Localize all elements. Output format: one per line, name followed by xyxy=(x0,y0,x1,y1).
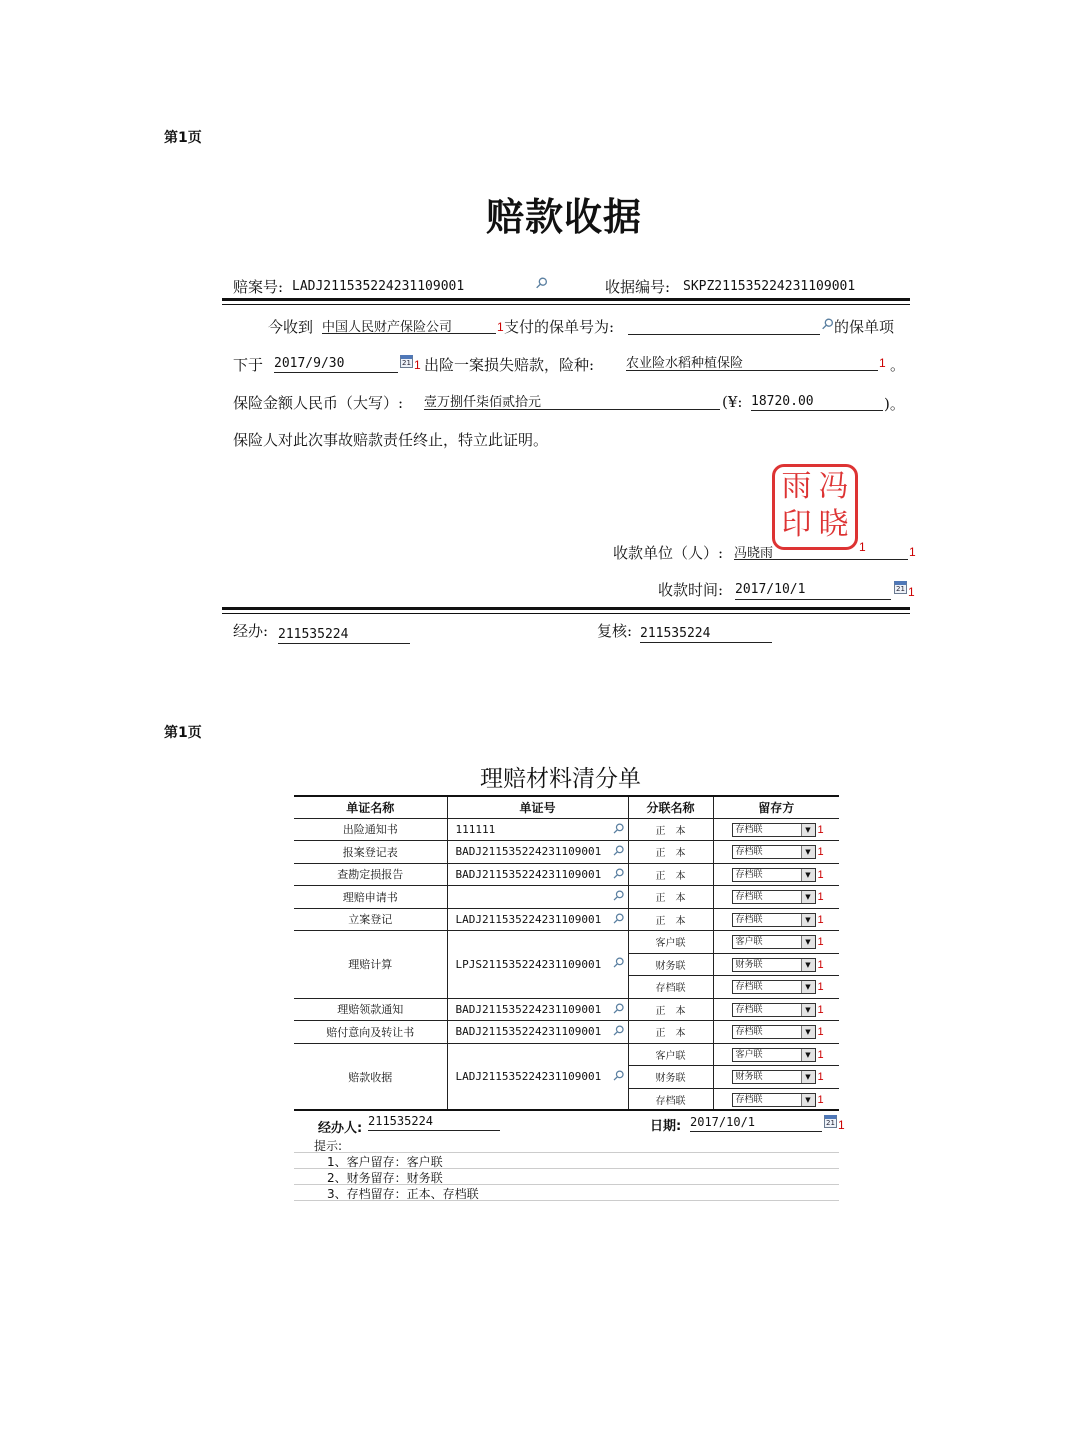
doc-code-cell[interactable] xyxy=(447,818,628,841)
received-from-label: 今收到 xyxy=(268,318,314,336)
attachment-icon[interactable]: ⚲ xyxy=(609,841,628,861)
copy-name: 正 本 xyxy=(628,818,713,841)
insurer-field[interactable]: 中国人民财产保险公司 xyxy=(322,316,496,334)
required-mark: 1 xyxy=(909,545,916,559)
amount-close: )。 xyxy=(884,395,905,413)
required-mark: 1 xyxy=(817,1048,824,1061)
required-mark: 1 xyxy=(817,936,824,948)
keep-cell xyxy=(713,953,839,976)
materials-table xyxy=(294,797,839,1111)
table-bottom-rule xyxy=(294,1109,839,1111)
doc-code[interactable]: LADJ211535224231109001 xyxy=(455,1070,602,1084)
keep-cell xyxy=(713,818,839,841)
keep-cell xyxy=(713,886,839,909)
doc-code[interactable]: LPJS211535224231109001 xyxy=(455,957,602,971)
keep-select[interactable]: 存档联 ▼ xyxy=(732,1003,816,1017)
required-mark: 1 xyxy=(838,1118,845,1132)
keep-select[interactable]: 存档联 ▼ xyxy=(732,845,816,859)
attachment-icon[interactable]: ⚲ xyxy=(531,272,552,294)
receipt-no-label: 收据编号: xyxy=(605,278,671,296)
chevron-down-icon[interactable]: ▼ xyxy=(801,959,815,971)
chevron-down-icon[interactable]: ▼ xyxy=(801,1026,815,1038)
chevron-down-icon[interactable]: ▼ xyxy=(801,824,815,836)
required-mark: 1 xyxy=(817,981,824,993)
keep-select[interactable]: 客户联 ▼ xyxy=(732,935,816,949)
table-row xyxy=(294,1043,839,1066)
required-mark: 1 xyxy=(817,1071,824,1083)
doc-code-cell[interactable] xyxy=(447,1021,628,1044)
doc-code-cell[interactable] xyxy=(447,863,628,886)
doc-code-cell[interactable] xyxy=(447,998,628,1021)
keep-select[interactable]: 存档联 ▼ xyxy=(732,868,816,882)
copy-name: 财务联 xyxy=(628,953,713,976)
footer-divider xyxy=(222,607,910,610)
required-mark: 1 xyxy=(817,1003,824,1016)
keep-cell xyxy=(713,1043,839,1066)
table-row xyxy=(294,998,839,1021)
keep-cell xyxy=(713,998,839,1021)
doc-name: 理赔计算 xyxy=(294,931,447,999)
table-row xyxy=(294,931,839,954)
attachment-icon[interactable]: ⚲ xyxy=(609,953,628,973)
chevron-down-icon[interactable]: ▼ xyxy=(801,891,815,903)
copy-name: 存档联 xyxy=(628,1088,713,1111)
table-row xyxy=(294,1021,839,1044)
insurance-type-field[interactable]: 农业险水稻种植保险 xyxy=(626,352,878,371)
copy-name: 正 本 xyxy=(628,908,713,931)
column-header: 分联名称 xyxy=(628,797,713,818)
doc-code[interactable]: 111111 xyxy=(455,822,496,836)
header-divider xyxy=(222,298,910,301)
doc-code-cell[interactable] xyxy=(447,931,628,999)
required-mark: 1 xyxy=(817,1093,824,1106)
seal-char: 晓 xyxy=(818,507,849,542)
keep-select[interactable]: 客户联 ▼ xyxy=(732,1048,816,1062)
liability-statement: 保险人对此次事故赔款责任终止，特立此证明。 xyxy=(233,431,549,449)
attachment-icon[interactable]: ⚲ xyxy=(609,819,628,838)
below-label: 下于 xyxy=(233,356,264,374)
keep-select[interactable]: 财务联 ▼ xyxy=(732,958,816,972)
required-mark: 1 xyxy=(817,958,824,971)
copy-name: 正 本 xyxy=(628,863,713,886)
required-mark: 1 xyxy=(817,1026,824,1038)
chevron-down-icon[interactable]: ▼ xyxy=(801,869,815,881)
doc-code-cell[interactable] xyxy=(447,886,628,909)
keep-select[interactable]: 存档联 ▼ xyxy=(732,1025,816,1039)
chevron-down-icon[interactable]: ▼ xyxy=(801,914,815,926)
table-row xyxy=(294,863,839,886)
attachment-icon[interactable]: ⚲ xyxy=(817,313,838,335)
tip-item: 3、存档留存：正本、存档联 xyxy=(294,1185,839,1201)
keep-select[interactable]: 存档联 ▼ xyxy=(732,890,816,904)
calendar-icon[interactable]: 21 xyxy=(894,581,907,594)
case-no-label: 赔案号: xyxy=(233,278,284,296)
keep-select[interactable]: 存档联 ▼ xyxy=(732,913,816,927)
period: 。 xyxy=(890,356,906,374)
doc-code-cell[interactable] xyxy=(447,908,628,931)
chevron-down-icon[interactable]: ▼ xyxy=(801,981,815,993)
doc-code[interactable]: BADJ211535224231109001 xyxy=(455,845,602,859)
receive-time-label: 收款时间: xyxy=(658,581,724,599)
receive-date-field[interactable]: 2017/10/1 xyxy=(735,582,891,600)
reviewer-label: 复核: xyxy=(597,622,633,640)
seal-char: 雨 xyxy=(781,469,812,504)
payee-field[interactable]: 冯晓雨 xyxy=(734,542,908,560)
tips-label: 提示: xyxy=(294,1137,839,1153)
required-mark: 1 xyxy=(497,320,504,334)
tip-item: 2、财务留存：财务联 xyxy=(294,1169,839,1185)
doc-code[interactable]: BADJ211535224231109001 xyxy=(455,1002,602,1016)
doc-code[interactable]: LADJ211535224231109001 xyxy=(455,912,602,926)
required-mark: 1 xyxy=(859,540,866,554)
keep-cell xyxy=(713,1066,839,1089)
keep-select[interactable]: 存档联 ▼ xyxy=(732,980,816,994)
table-row xyxy=(294,841,839,864)
materials-title: 理赔材料清分单 xyxy=(480,766,641,792)
column-header: 单证号 xyxy=(447,797,628,818)
page-label: 第1页 xyxy=(164,130,202,146)
doc-name: 赔款收据 xyxy=(294,1043,447,1111)
table-row xyxy=(294,908,839,931)
chevron-down-icon[interactable]: ▼ xyxy=(801,846,815,858)
doc-code[interactable]: BADJ211535224231109001 xyxy=(455,1025,602,1039)
required-mark: 1 xyxy=(414,358,421,372)
copy-name: 正 本 xyxy=(628,886,713,909)
chevron-down-icon[interactable]: ▼ xyxy=(801,1071,815,1083)
footer-divider-thin xyxy=(222,613,910,614)
keep-cell xyxy=(713,908,839,931)
chevron-down-icon[interactable]: ▼ xyxy=(801,1094,815,1106)
date-label: 日期: xyxy=(650,1119,682,1134)
case-no-field[interactable]: LADJ211535224231109001 xyxy=(292,279,465,294)
amount-cn-field[interactable]: 壹万捌仟柒佰贰拾元 xyxy=(424,391,720,410)
policy-no-label: 支付的保单号为: xyxy=(504,318,615,336)
copy-name: 客户联 xyxy=(628,931,713,954)
copy-name: 财务联 xyxy=(628,1066,713,1089)
doc-code-cell[interactable] xyxy=(447,841,628,864)
tip-item: 1、客户留存：客户联 xyxy=(294,1153,839,1169)
keep-cell xyxy=(713,976,839,999)
attachment-icon[interactable]: ⚲ xyxy=(609,1066,628,1085)
amount-num-label: (¥: xyxy=(722,393,743,411)
attachment-icon[interactable]: ⚲ xyxy=(609,999,628,1018)
handler-label: 经办人: xyxy=(318,1121,363,1136)
copy-name: 正 本 xyxy=(628,1021,713,1044)
policy-item-label: 的保单项 xyxy=(834,318,895,336)
attachment-icon[interactable]: ⚲ xyxy=(609,864,628,883)
required-mark: 1 xyxy=(817,846,824,858)
reviewer-field[interactable]: 211535224 xyxy=(640,626,772,643)
table-row xyxy=(294,818,839,841)
copy-name: 存档联 xyxy=(628,976,713,999)
doc-code[interactable]: BADJ211535224231109001 xyxy=(455,867,602,881)
doc-name: 理赔领款通知 xyxy=(294,998,447,1021)
handler-field[interactable]: 211535224 xyxy=(278,627,410,644)
payee-label: 收款单位（人）: xyxy=(613,544,724,562)
required-mark: 1 xyxy=(879,356,886,370)
seal-char: 冯 xyxy=(818,469,849,504)
doc-name: 查勘定损报告 xyxy=(294,863,447,886)
keep-cell xyxy=(713,841,839,864)
required-mark: 1 xyxy=(817,823,824,836)
column-header: 留存方 xyxy=(713,797,839,818)
policy-no-field[interactable] xyxy=(628,316,820,335)
attachment-icon[interactable]: ⚲ xyxy=(609,886,628,906)
table-row xyxy=(294,886,839,909)
amount-cn-label: 保险金额人民币（大写）: xyxy=(233,394,404,412)
required-mark: 1 xyxy=(908,585,915,599)
doc-name: 报案登记表 xyxy=(294,841,447,864)
handler-label: 经办: xyxy=(233,622,269,640)
handler-field[interactable]: 211535224 xyxy=(368,1114,500,1131)
chevron-down-icon[interactable]: ▼ xyxy=(801,936,815,948)
copy-name: 正 本 xyxy=(628,841,713,864)
attachment-icon[interactable]: ⚲ xyxy=(609,1021,628,1041)
copy-name: 客户联 xyxy=(628,1043,713,1066)
chevron-down-icon[interactable]: ▼ xyxy=(801,1049,815,1061)
doc-name: 理赔申请书 xyxy=(294,886,447,909)
incident-date-field[interactable]: 2017/9/30 xyxy=(274,356,398,373)
calendar-icon[interactable]: 21 xyxy=(824,1115,837,1128)
seal-char: 印 xyxy=(781,507,812,542)
copy-name: 正 本 xyxy=(628,998,713,1021)
required-mark: 1 xyxy=(817,891,824,903)
amount-num-field[interactable]: 18720.00 xyxy=(751,394,883,411)
incident-label: 出险一案损失赔款，险种: xyxy=(424,356,595,374)
doc-name: 赔付意向及转让书 xyxy=(294,1021,447,1044)
page-label: 第1页 xyxy=(164,725,202,741)
keep-select[interactable]: 存档联 ▼ xyxy=(732,1093,816,1107)
payee-seal xyxy=(772,464,858,550)
header-divider-thin xyxy=(222,304,910,305)
receipt-title: 赔款收据 xyxy=(486,195,643,239)
required-mark: 1 xyxy=(817,913,824,926)
keep-select[interactable]: 财务联 ▼ xyxy=(732,1070,816,1084)
keep-select[interactable]: 存档联 ▼ xyxy=(732,823,816,837)
date-field[interactable]: 2017/10/1 xyxy=(690,1115,822,1132)
keep-cell xyxy=(713,863,839,886)
column-header: 单证名称 xyxy=(294,797,447,818)
doc-name: 立案登记 xyxy=(294,908,447,931)
keep-cell xyxy=(713,931,839,954)
keep-cell xyxy=(713,1021,839,1044)
attachment-icon[interactable]: ⚲ xyxy=(609,909,628,928)
required-mark: 1 xyxy=(817,868,824,881)
calendar-icon[interactable]: 21 xyxy=(400,355,413,368)
keep-cell xyxy=(713,1088,839,1111)
receipt-no-field[interactable]: SKPZ211535224231109001 xyxy=(683,279,856,294)
doc-code-cell[interactable] xyxy=(447,1043,628,1111)
chevron-down-icon[interactable]: ▼ xyxy=(801,1004,815,1016)
doc-name: 出险通知书 xyxy=(294,818,447,841)
